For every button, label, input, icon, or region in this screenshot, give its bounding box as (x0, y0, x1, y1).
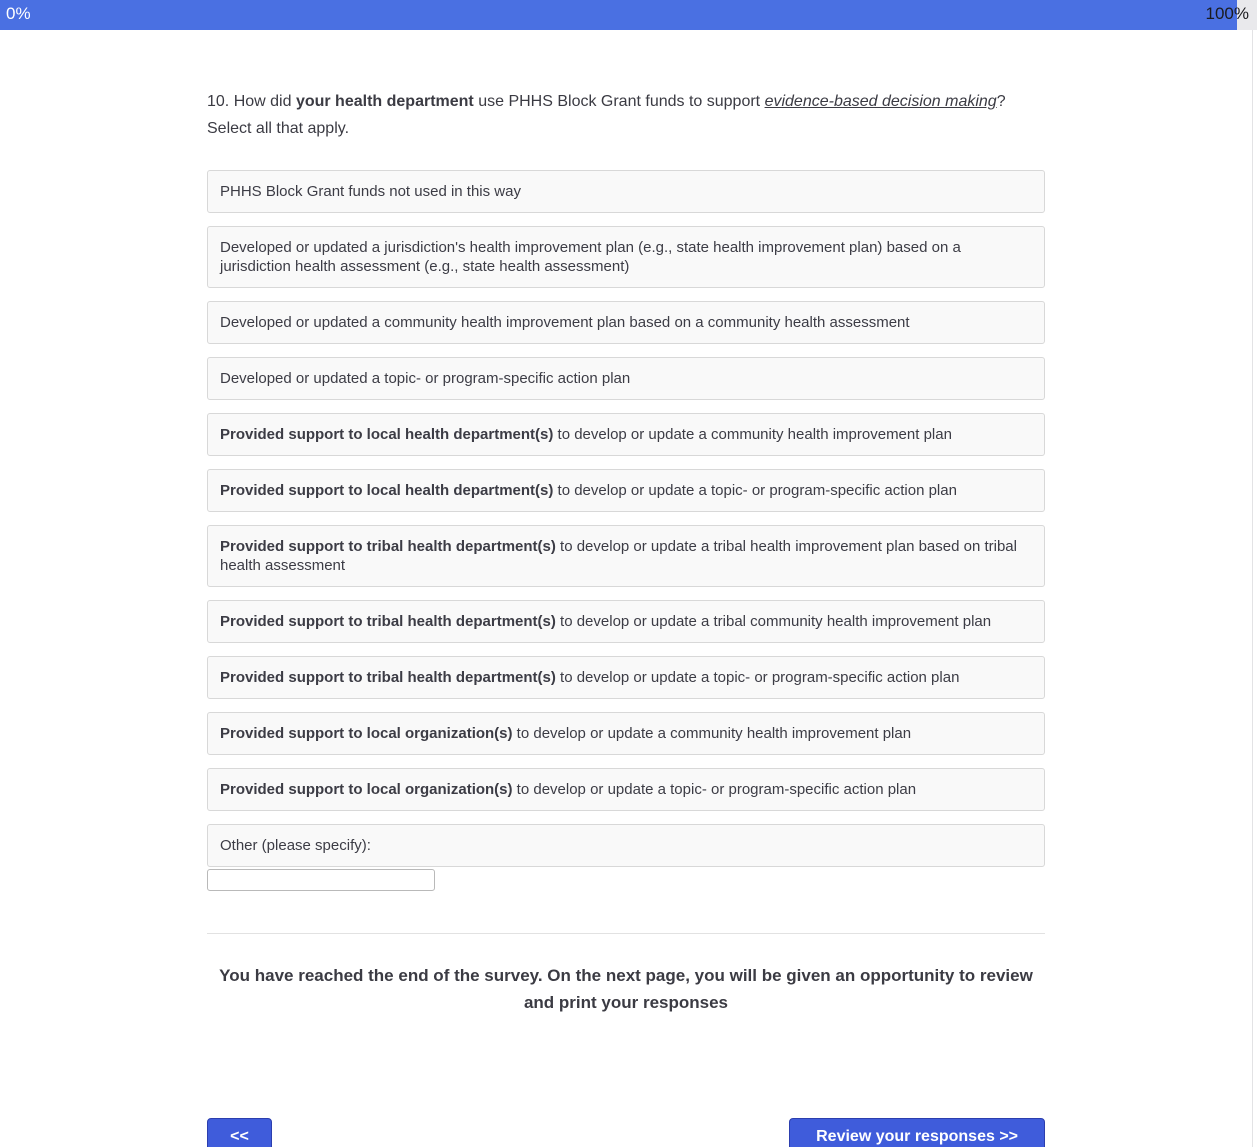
survey-page-content (207, 88, 1045, 1147)
question-middle: use PHHS Block Grant funds to support (473, 93, 765, 110)
option-community-plan[interactable] (207, 301, 1045, 344)
option-funds-not-used[interactable] (207, 170, 1045, 213)
option-text: to develop or update a topic- or program-specific action plan (553, 482, 957, 499)
section-divider (207, 933, 1045, 934)
option-bold-text: Provided support to tribal health department(s) (220, 613, 556, 630)
answer-options-list (207, 170, 1045, 867)
review-responses-button[interactable]: Review your responses >> (789, 1118, 1045, 1147)
end-of-survey-message: You have reached the end of the survey. On the next page, you will be given an opportunity to review and print your responses (219, 966, 1033, 1012)
option-tribal-hd-topic-plan[interactable] (207, 656, 1045, 699)
option-text: PHHS Block Grant funds not used in this way (220, 183, 521, 200)
option-bold-text: Provided support to local organization(s) (220, 781, 513, 798)
other-specify-input[interactable] (207, 869, 435, 891)
option-text: to develop or update a topic- or program-specific action plan (512, 781, 917, 798)
option-tribal-hd-community-plan[interactable] (207, 600, 1045, 643)
option-other[interactable] (207, 824, 1045, 867)
previous-page-button[interactable]: << (207, 1118, 272, 1147)
option-text: to develop or update a community health improvement plan (512, 725, 912, 742)
question-suffix: ? Select all that apply. (207, 93, 1006, 137)
option-text: to develop or update a tribal community health improvement plan (555, 613, 992, 630)
option-bold-text: Provided support to tribal health department(s) (220, 538, 556, 555)
option-local-org-topic-plan[interactable] (207, 768, 1045, 811)
option-text: Other (please specify): (220, 837, 371, 854)
option-bold-text: Provided support to local health department(s) (220, 426, 554, 443)
option-text: Developed or updated a topic- or program-specific action plan (220, 370, 631, 387)
question-bold-subject: your health department (295, 93, 474, 110)
option-bold-text: Provided support to tribal health department(s) (220, 669, 556, 686)
survey-progress-bar (0, 0, 1257, 30)
option-tribal-hd-improvement-plan[interactable] (207, 525, 1045, 587)
option-local-hd-topic-plan[interactable] (207, 469, 1045, 512)
option-local-hd-community-plan[interactable] (207, 413, 1045, 456)
option-text: Developed or updated a jurisdiction's health improvement plan (e.g., state health improvement plan) based on a jurisdiction health assessment (e.g., state health assessment) (220, 239, 961, 275)
scrollbar-track[interactable] (1252, 30, 1253, 1147)
navigation-row (207, 1118, 1045, 1147)
option-text: Developed or updated a community health improvement plan based on a community health assessment (220, 314, 910, 331)
question-prefix: 10. How did (207, 93, 296, 110)
question-text (207, 88, 1045, 142)
option-topic-action-plan[interactable] (207, 357, 1045, 400)
option-bold-text: Provided support to local health department(s) (220, 482, 554, 499)
option-bold-text: Provided support to local organization(s) (220, 725, 513, 742)
option-text: to develop or update a tribal health improvement plan based on tribal health assessment (220, 538, 1017, 574)
option-local-org-community-plan[interactable] (207, 712, 1045, 755)
option-text: to develop or update a community health improvement plan (553, 426, 952, 443)
question-emphasis: evidence-based decision making (764, 93, 997, 110)
progress-fill (0, 0, 1237, 30)
progress-start-label: 0% (6, 4, 31, 23)
option-jurisdiction-plan[interactable] (207, 226, 1045, 288)
progress-end-label: 100% (1205, 4, 1249, 23)
option-text: to develop or update a topic- or program-specific action plan (555, 669, 960, 686)
